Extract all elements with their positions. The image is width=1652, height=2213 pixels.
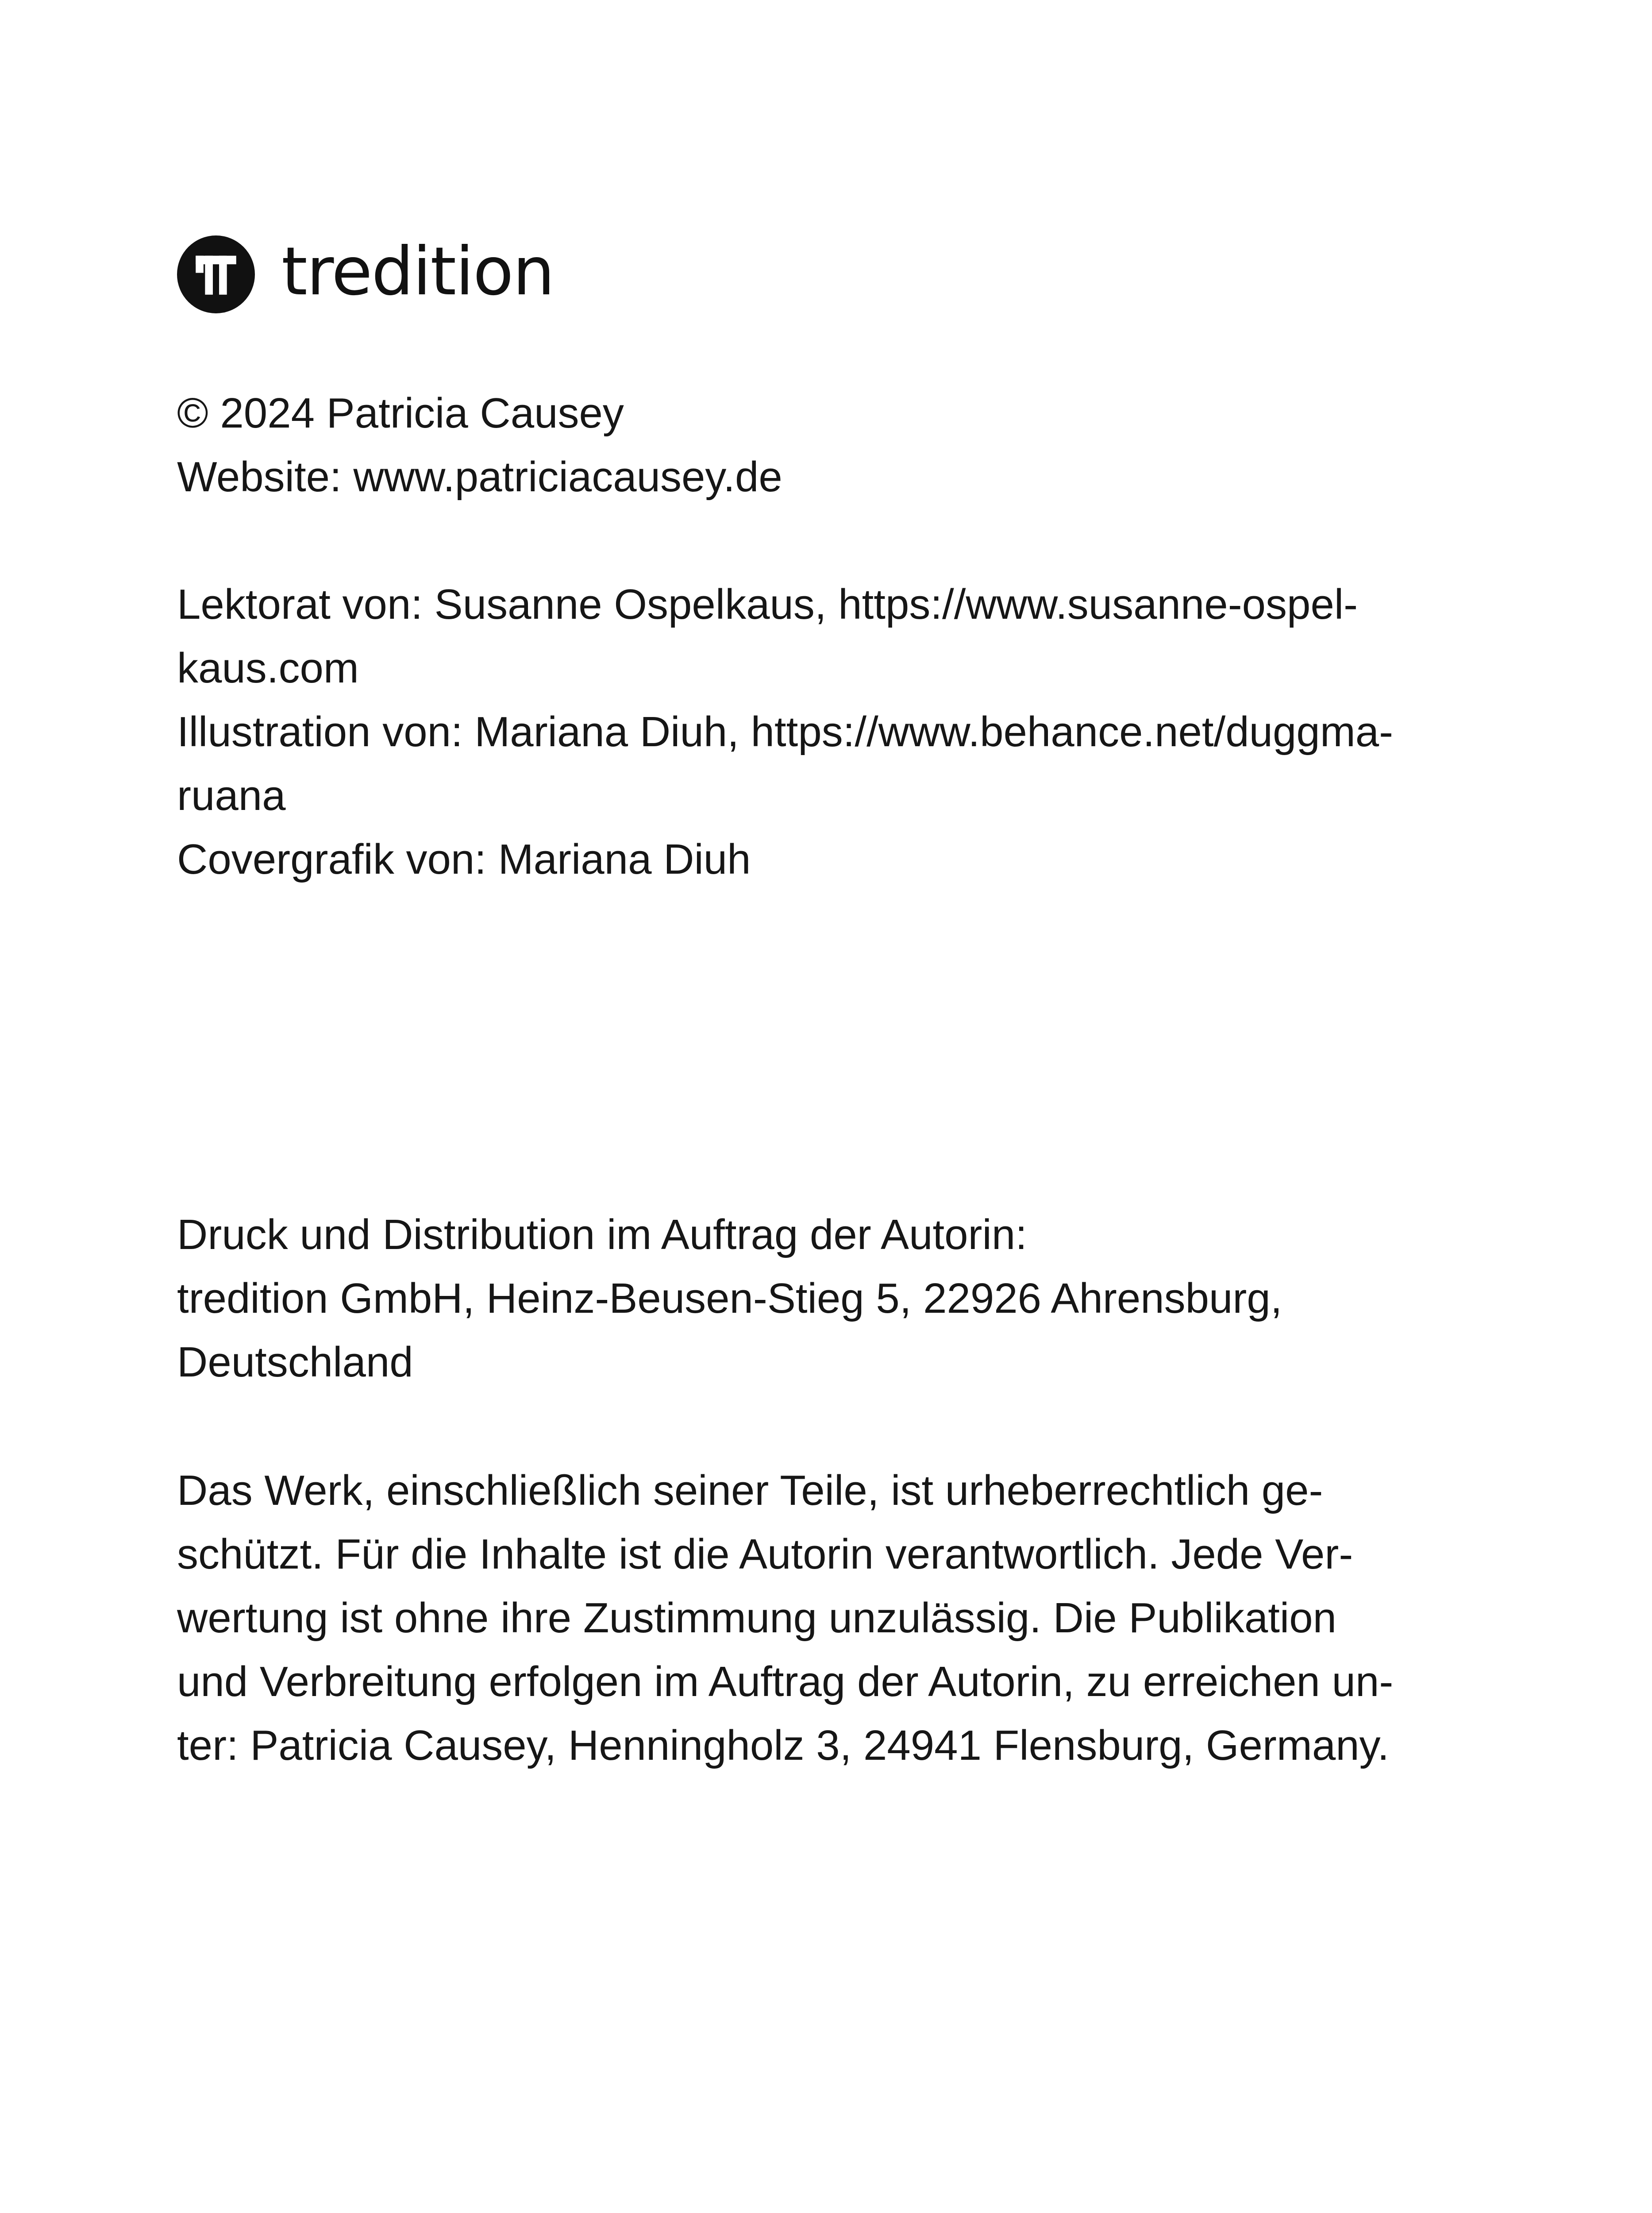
legal-line: und Verbreitung erfolgen im Auftrag der Autorin, zu erreichen un- [177, 1658, 1394, 1705]
legal-line: Das Werk, einschließlich seiner Teile, ist urheberrechtlich ge- [177, 1467, 1323, 1514]
credits-line: Lektorat von: Susanne Ospelkaus, https://www.susanne-ospel- [177, 581, 1358, 628]
logo-wordmark: tredition [281, 233, 554, 310]
publisher-logo [177, 235, 554, 314]
credits-line: Illustration von: Mariana Diuh, https://www.behance.net/duggma- [177, 708, 1394, 756]
print-line: Druck und Distribution im Auftrag der Autorin: [177, 1211, 1027, 1258]
website-line: Website: www.patriciacausey.de [177, 453, 782, 501]
legal-line: wertung ist ohne ihre Zustimmung unzulässig. Die Publikation [177, 1594, 1336, 1642]
tredition-logo-icon [177, 235, 255, 313]
print-line: tredition GmbH, Heinz-Beusen-Stieg 5, 22926 Ahrensburg, [177, 1275, 1282, 1322]
legal-line: schützt. Für die Inhalte ist die Autorin verantwortlich. Jede Ver- [177, 1531, 1353, 1578]
credits-line: Covergrafik von: Mariana Diuh [177, 836, 751, 883]
credits-line: ruana [177, 772, 286, 819]
legal-line: ter: Patricia Causey, Henningholz 3, 24941 Flensburg, Germany. [177, 1722, 1390, 1769]
credits-block [177, 573, 1487, 891]
print-line: Deutschland [177, 1338, 413, 1386]
credits-line: kaus.com [177, 644, 359, 692]
copyright-block [177, 382, 1487, 509]
legal-notice-block [177, 1459, 1487, 1777]
print-distribution-block [177, 1203, 1487, 1394]
copyright-line: © 2024 Patricia Causey [177, 389, 624, 437]
